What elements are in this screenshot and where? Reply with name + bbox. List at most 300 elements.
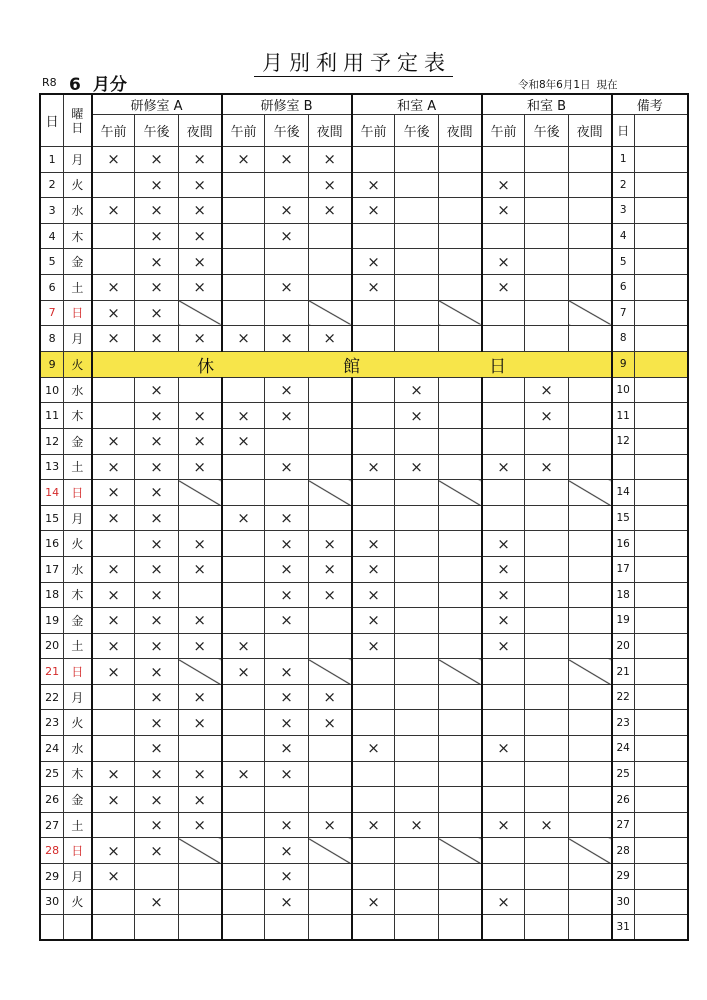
slot-cell <box>308 377 351 403</box>
booked-mark: × <box>178 326 221 352</box>
slot-cell <box>352 684 395 710</box>
booked-mark: × <box>265 812 308 838</box>
table-row <box>40 223 688 249</box>
slot-cell <box>222 864 265 890</box>
weekday-cell: 金 <box>64 787 92 813</box>
as-of-date-value: 令和8年6月1日 <box>518 79 591 91</box>
slot-cell <box>222 454 265 480</box>
booked-mark: × <box>178 684 221 710</box>
slot-cell <box>352 147 395 173</box>
booked-mark: × <box>525 812 568 838</box>
slot-cell <box>568 633 611 659</box>
slot-cell <box>568 172 611 198</box>
slot-cell <box>482 761 525 787</box>
booked-mark: × <box>92 505 135 531</box>
slot-cell <box>438 223 481 249</box>
table-row <box>40 608 688 634</box>
slot-cell <box>222 300 265 326</box>
slot-cell <box>352 710 395 736</box>
remarks-day-header <box>612 115 635 147</box>
booked-mark: × <box>178 147 221 173</box>
remarks-note-cell <box>634 838 688 864</box>
day-cell: 8 <box>40 326 64 352</box>
remarks-note-cell <box>634 454 688 480</box>
booked-mark: × <box>178 761 221 787</box>
unavailable-slash <box>568 838 611 864</box>
booked-mark: × <box>135 838 178 864</box>
booked-mark: × <box>265 710 308 736</box>
booked-mark: × <box>92 326 135 352</box>
booked-mark: × <box>135 249 178 275</box>
weekday-cell: 木 <box>64 761 92 787</box>
slot-cell <box>438 505 481 531</box>
slot-cell <box>352 838 395 864</box>
slot-cell <box>222 838 265 864</box>
slot-cell <box>525 761 568 787</box>
unavailable-slash <box>568 659 611 685</box>
closed-day-char: 日 <box>489 356 507 377</box>
slot-cell <box>222 812 265 838</box>
remarks-day-cell: 11 <box>612 403 635 429</box>
remarks-note-cell <box>634 710 688 736</box>
remarks-day-cell: 20 <box>612 633 635 659</box>
slot-cell <box>352 428 395 454</box>
slot-cell <box>395 633 438 659</box>
booked-mark: × <box>178 198 221 224</box>
booked-mark: × <box>265 582 308 608</box>
remarks-note-cell <box>634 915 688 941</box>
slot-cell <box>265 249 308 275</box>
remarks-day-cell: 22 <box>612 684 635 710</box>
booked-mark: × <box>178 454 221 480</box>
day-cell: 27 <box>40 812 64 838</box>
remarks-note-cell <box>634 864 688 890</box>
slot-cell <box>525 608 568 634</box>
table-row <box>40 684 688 710</box>
remarks-day-cell: 29 <box>612 864 635 890</box>
booked-mark: × <box>135 274 178 300</box>
remarks-day-cell: 9 <box>612 351 635 377</box>
booked-mark: × <box>178 531 221 557</box>
booked-mark: × <box>308 326 351 352</box>
slot-header: 午前 <box>222 115 265 147</box>
weekday-cell: 日 <box>64 659 92 685</box>
slot-cell <box>568 608 611 634</box>
slot-cell <box>568 249 611 275</box>
remarks-note-cell <box>634 172 688 198</box>
table-row <box>40 428 688 454</box>
slot-cell <box>568 428 611 454</box>
remarks-day-cell: 16 <box>612 531 635 557</box>
table-row <box>40 403 688 429</box>
remarks-note-header <box>634 115 688 147</box>
booked-mark: × <box>352 556 395 582</box>
booked-mark: × <box>265 864 308 890</box>
table-row <box>40 659 688 685</box>
table-row <box>40 556 688 582</box>
slot-cell <box>482 838 525 864</box>
slot-cell <box>438 428 481 454</box>
slot-cell <box>308 274 351 300</box>
slot-cell <box>438 710 481 736</box>
remarks-note-cell <box>634 556 688 582</box>
booked-mark: × <box>395 403 438 429</box>
day-cell: 18 <box>40 582 64 608</box>
remarks-note-cell <box>634 505 688 531</box>
weekday-cell: 土 <box>64 274 92 300</box>
slot-cell <box>352 326 395 352</box>
remarks-note-cell <box>634 480 688 506</box>
slot-cell <box>135 864 178 890</box>
booked-mark: × <box>92 608 135 634</box>
slot-cell <box>525 710 568 736</box>
slot-cell <box>395 838 438 864</box>
table-row <box>40 838 688 864</box>
slot-cell <box>222 608 265 634</box>
booked-mark: × <box>92 838 135 864</box>
slot-cell <box>135 915 178 941</box>
day-cell: 10 <box>40 377 64 403</box>
booked-mark: × <box>135 428 178 454</box>
booked-mark: × <box>265 608 308 634</box>
slot-cell <box>438 812 481 838</box>
remarks-note-cell <box>634 198 688 224</box>
booked-mark: × <box>135 787 178 813</box>
booked-mark: × <box>482 249 525 275</box>
slot-header: 午後 <box>395 115 438 147</box>
day-cell: 13 <box>40 454 64 480</box>
slot-cell <box>482 684 525 710</box>
slot-cell <box>222 915 265 941</box>
slot-header: 夜間 <box>438 115 481 147</box>
slot-cell <box>92 172 135 198</box>
table-row <box>40 147 688 173</box>
booked-mark: × <box>265 454 308 480</box>
slot-cell <box>568 377 611 403</box>
day-cell: 25 <box>40 761 64 787</box>
slot-cell <box>92 684 135 710</box>
slot-cell <box>525 633 568 659</box>
slot-cell <box>482 147 525 173</box>
slot-cell <box>568 556 611 582</box>
slot-cell <box>525 915 568 941</box>
booked-mark: × <box>92 582 135 608</box>
remarks-day-cell: 5 <box>612 249 635 275</box>
slot-cell <box>568 915 611 941</box>
weekday-cell: 火 <box>64 351 92 377</box>
remarks-note-cell <box>634 761 688 787</box>
slot-cell <box>568 710 611 736</box>
slot-cell <box>222 582 265 608</box>
booked-mark: × <box>265 531 308 557</box>
slot-cell <box>265 428 308 454</box>
header-remarks: 備考 <box>612 94 688 115</box>
booked-mark: × <box>352 249 395 275</box>
remarks-day-cell: 1 <box>612 147 635 173</box>
slot-cell <box>525 531 568 557</box>
booked-mark: × <box>352 633 395 659</box>
slot-cell <box>222 889 265 915</box>
day-cell: 21 <box>40 659 64 685</box>
booked-mark: × <box>135 582 178 608</box>
slot-cell <box>525 223 568 249</box>
slot-cell <box>438 684 481 710</box>
booked-mark: × <box>482 633 525 659</box>
slot-cell <box>438 864 481 890</box>
booked-mark: × <box>352 736 395 762</box>
booked-mark: × <box>92 659 135 685</box>
slot-cell <box>438 608 481 634</box>
slot-cell <box>92 377 135 403</box>
slot-cell <box>568 787 611 813</box>
slot-cell <box>265 787 308 813</box>
booked-mark: × <box>178 812 221 838</box>
slot-cell <box>92 915 135 941</box>
slot-cell <box>92 889 135 915</box>
booked-mark: × <box>308 147 351 173</box>
day-cell: 24 <box>40 736 64 762</box>
slot-header: 夜間 <box>178 115 221 147</box>
slot-cell <box>222 377 265 403</box>
slot-cell <box>568 326 611 352</box>
remarks-day-cell: 27 <box>612 812 635 838</box>
remarks-note-cell <box>634 812 688 838</box>
slot-cell <box>525 505 568 531</box>
booked-mark: × <box>92 428 135 454</box>
booked-mark: × <box>135 198 178 224</box>
booked-mark: × <box>395 377 438 403</box>
booked-mark: × <box>265 761 308 787</box>
weekday-cell: 金 <box>64 249 92 275</box>
slot-header: 夜間 <box>568 115 611 147</box>
unavailable-slash <box>438 838 481 864</box>
unavailable-slash <box>568 480 611 506</box>
booked-mark: × <box>135 326 178 352</box>
remarks-day-cell: 14 <box>612 480 635 506</box>
booked-mark: × <box>135 633 178 659</box>
slot-cell <box>438 403 481 429</box>
booked-mark: × <box>135 659 178 685</box>
booked-mark: × <box>265 403 308 429</box>
day-cell: 4 <box>40 223 64 249</box>
slot-cell <box>92 710 135 736</box>
booked-mark: × <box>178 172 221 198</box>
month-number: 6 <box>69 75 81 95</box>
booked-mark: × <box>265 198 308 224</box>
weekday-cell: 火 <box>64 710 92 736</box>
slot-cell <box>568 736 611 762</box>
weekday-cell: 月 <box>64 684 92 710</box>
booked-mark: × <box>265 274 308 300</box>
slot-cell <box>92 249 135 275</box>
booked-mark: × <box>482 556 525 582</box>
booked-mark: × <box>222 147 265 173</box>
remarks-day-cell: 24 <box>612 736 635 762</box>
slot-cell <box>568 454 611 480</box>
slot-cell <box>222 531 265 557</box>
day-cell: 7 <box>40 300 64 326</box>
weekday-cell: 日 <box>64 838 92 864</box>
day-cell: 14 <box>40 480 64 506</box>
booked-mark: × <box>222 505 265 531</box>
booked-mark: × <box>222 403 265 429</box>
slot-cell <box>395 710 438 736</box>
slot-cell <box>352 403 395 429</box>
booked-mark: × <box>92 556 135 582</box>
booked-mark: × <box>222 761 265 787</box>
slot-cell <box>308 403 351 429</box>
remarks-note-cell <box>634 300 688 326</box>
slot-cell <box>525 787 568 813</box>
booked-mark: × <box>135 556 178 582</box>
slot-cell <box>395 300 438 326</box>
booked-mark: × <box>482 812 525 838</box>
day-cell: 9 <box>40 351 64 377</box>
slot-cell <box>568 147 611 173</box>
table-row <box>40 480 688 506</box>
slot-cell <box>352 864 395 890</box>
remarks-day-cell <box>612 454 635 480</box>
weekday-cell: 金 <box>64 608 92 634</box>
booked-mark: × <box>308 812 351 838</box>
remarks-day-cell: 10 <box>612 377 635 403</box>
slot-cell <box>438 889 481 915</box>
slot-cell <box>178 889 221 915</box>
booked-mark: × <box>482 454 525 480</box>
slot-cell <box>222 223 265 249</box>
remarks-day-cell: 19 <box>612 608 635 634</box>
slot-cell <box>308 608 351 634</box>
day-cell: 28 <box>40 838 64 864</box>
slot-cell <box>265 172 308 198</box>
slot-cell <box>308 761 351 787</box>
slot-cell <box>525 300 568 326</box>
remarks-day-cell: 26 <box>612 787 635 813</box>
header-weekday <box>64 94 92 147</box>
booked-mark: × <box>265 684 308 710</box>
booked-mark: × <box>92 633 135 659</box>
slot-cell <box>525 659 568 685</box>
remarks-note-cell <box>634 889 688 915</box>
booked-mark: × <box>482 736 525 762</box>
table-row <box>40 710 688 736</box>
slot-cell <box>308 787 351 813</box>
booked-mark: × <box>352 582 395 608</box>
booked-mark: × <box>482 889 525 915</box>
slot-cell <box>482 915 525 941</box>
slot-cell <box>525 889 568 915</box>
weekday-cell: 木 <box>64 403 92 429</box>
table-row <box>40 326 688 352</box>
weekday-cell: 月 <box>64 326 92 352</box>
slot-cell <box>482 864 525 890</box>
remarks-day-cell: 25 <box>612 761 635 787</box>
slot-cell <box>352 659 395 685</box>
as-of-suffix: 現在 <box>596 79 618 91</box>
slot-cell <box>525 480 568 506</box>
remarks-day-cell: 18 <box>612 582 635 608</box>
table-row <box>40 172 688 198</box>
slot-cell <box>568 531 611 557</box>
booked-mark: × <box>265 326 308 352</box>
slot-cell <box>178 377 221 403</box>
slot-cell <box>438 556 481 582</box>
slot-cell <box>438 198 481 224</box>
slot-header: 午後 <box>525 115 568 147</box>
slot-cell <box>178 864 221 890</box>
remarks-day-cell: 2 <box>612 172 635 198</box>
year-label: R8 <box>42 76 57 89</box>
weekday-cell: 日 <box>64 480 92 506</box>
slot-cell <box>222 556 265 582</box>
slot-cell <box>395 659 438 685</box>
slot-cell <box>308 428 351 454</box>
day-cell: 12 <box>40 428 64 454</box>
page-title: 月別利用予定表 <box>0 47 707 77</box>
slot-cell <box>525 274 568 300</box>
month-heading <box>69 70 127 95</box>
slot-cell <box>395 223 438 249</box>
day-cell: 26 <box>40 787 64 813</box>
slot-cell <box>438 787 481 813</box>
as-of-date <box>518 77 618 92</box>
slot-cell <box>395 915 438 941</box>
slot-header: 午前 <box>92 115 135 147</box>
slot-cell <box>178 582 221 608</box>
slot-cell <box>395 684 438 710</box>
month-label: 月分 <box>92 75 127 95</box>
weekday-cell: 水 <box>64 736 92 762</box>
booked-mark: × <box>135 223 178 249</box>
booked-mark: × <box>178 633 221 659</box>
booked-mark: × <box>178 787 221 813</box>
remarks-day-cell: 28 <box>612 838 635 864</box>
slot-cell <box>482 505 525 531</box>
booked-mark: × <box>352 198 395 224</box>
remarks-day-cell: 12 <box>612 428 635 454</box>
slot-cell <box>308 223 351 249</box>
remarks-day-cell: 15 <box>612 505 635 531</box>
weekday-cell: 水 <box>64 556 92 582</box>
weekday-cell: 土 <box>64 812 92 838</box>
booked-mark: × <box>525 377 568 403</box>
booked-mark: × <box>265 147 308 173</box>
day-cell: 20 <box>40 633 64 659</box>
slot-cell <box>482 659 525 685</box>
slot-cell <box>525 556 568 582</box>
header-room-1: 研修室 A <box>92 94 222 115</box>
slot-cell <box>308 633 351 659</box>
slot-cell <box>178 915 221 941</box>
booked-mark: × <box>308 684 351 710</box>
booked-mark: × <box>178 403 221 429</box>
slot-cell <box>525 736 568 762</box>
remarks-note-cell <box>634 659 688 685</box>
booked-mark: × <box>482 608 525 634</box>
slot-cell <box>438 147 481 173</box>
weekday-cell: 水 <box>64 198 92 224</box>
booked-mark: × <box>135 889 178 915</box>
remarks-note-cell <box>634 787 688 813</box>
slot-cell <box>395 480 438 506</box>
booked-mark: × <box>308 172 351 198</box>
weekday-cell <box>64 915 92 941</box>
slot-cell <box>222 172 265 198</box>
booked-mark: × <box>525 454 568 480</box>
booked-mark: × <box>92 787 135 813</box>
booked-mark: × <box>178 556 221 582</box>
table-row <box>40 864 688 890</box>
